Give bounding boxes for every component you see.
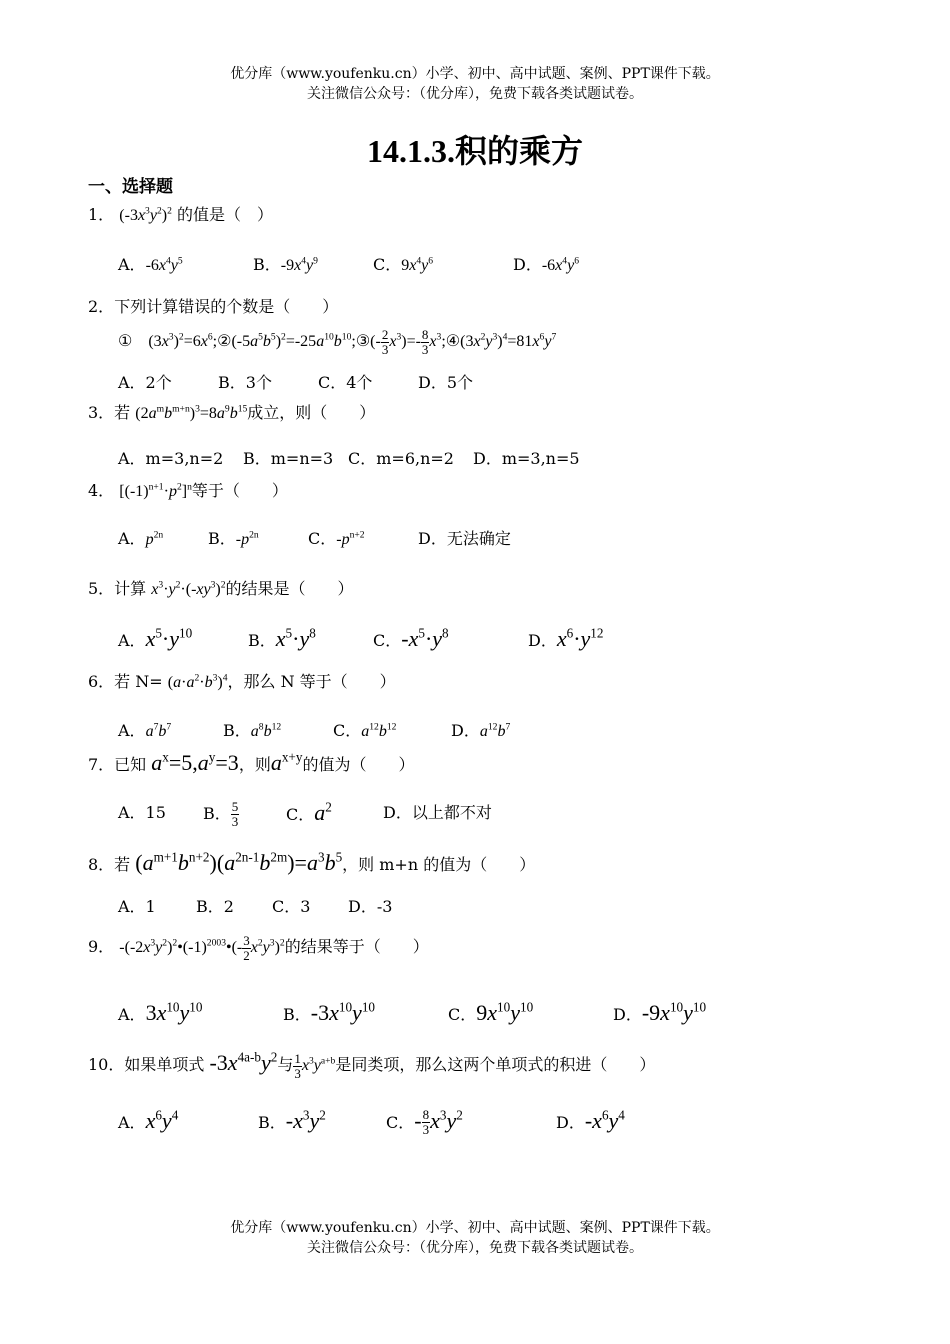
header-line-1: 优分库（www.youfenku.cn）小学、初中、高中试题、案例、PPT课件下载。: [230, 66, 720, 82]
question-10: 10．如果单项式 $-3x^{4a-b}y^2$与 $\frac{1}{3}$ $x^3y^{a+b}$是同类项，那么这两个单项式的积进（ ）: [88, 1049, 656, 1081]
page-title: 14.1.3.积的乘方: [366, 133, 583, 169]
question-8: 8．若 $(a^{m+1}b^{n+2})(a^{2n-1}b^{2m})=a^3b^5$，则 m+n 的值为（ ）: [88, 849, 536, 875]
question-7: 7．已知 $a^x=5,a^y=3$，则$a^{x+y}$的值为（ ）: [88, 749, 415, 775]
question-2: 2．下列计算错误的个数是（ ）: [88, 297, 339, 316]
q1-expression: $(-3x^3y^2)^2$: [119, 205, 172, 224]
question-9: 9． $-(-2x^3y^2)^2•(-1)^{2003}•(-$ $\frac{3}{2}$ $x^2y^3)^2$的结果等于（ ）: [88, 933, 429, 963]
section-heading: 一、选择题: [88, 177, 173, 197]
question-1: 1． $(-3x^3y^2)^2$ 的值是（ ）: [88, 205, 273, 224]
q2-items: ① $(3x^3)^2=6x^6;②(-5a^5b^5)^2=-25a^{10}b^{10};③(-$ $\frac{2}{3}$ $x^3)=-$ $\frac{8}{3}$ $x^3;④(3x^2y^3)^4=81x^6y^7$: [118, 327, 557, 357]
question-5: 5．计算 $x^3\cdot y^2\cdot(-xy^3)^2$的结果是（ ）: [88, 579, 354, 598]
question-3: 3．若 $(2a^mb^{m+n})^3=8a^9b^{15}$成立，则（ ）: [88, 403, 376, 422]
footer-line-2: 关注微信公众号：（优分库），免费下载各类试题试卷。: [307, 1240, 643, 1256]
footer-line-1: 优分库（www.youfenku.cn）小学、初中、高中试题、案例、PPT课件下载。: [230, 1220, 720, 1236]
header-line-2: 关注微信公众号：（优分库），免费下载各类试题试卷。: [307, 86, 643, 102]
question-4: 4． $[(-1)^{n+1}\cdot p^2]^n$等于（ ）: [88, 481, 288, 500]
question-6: 6．若 $N= (a\cdot a^2\cdot b^3)^4$，那么 N 等于（ ）: [88, 672, 396, 691]
